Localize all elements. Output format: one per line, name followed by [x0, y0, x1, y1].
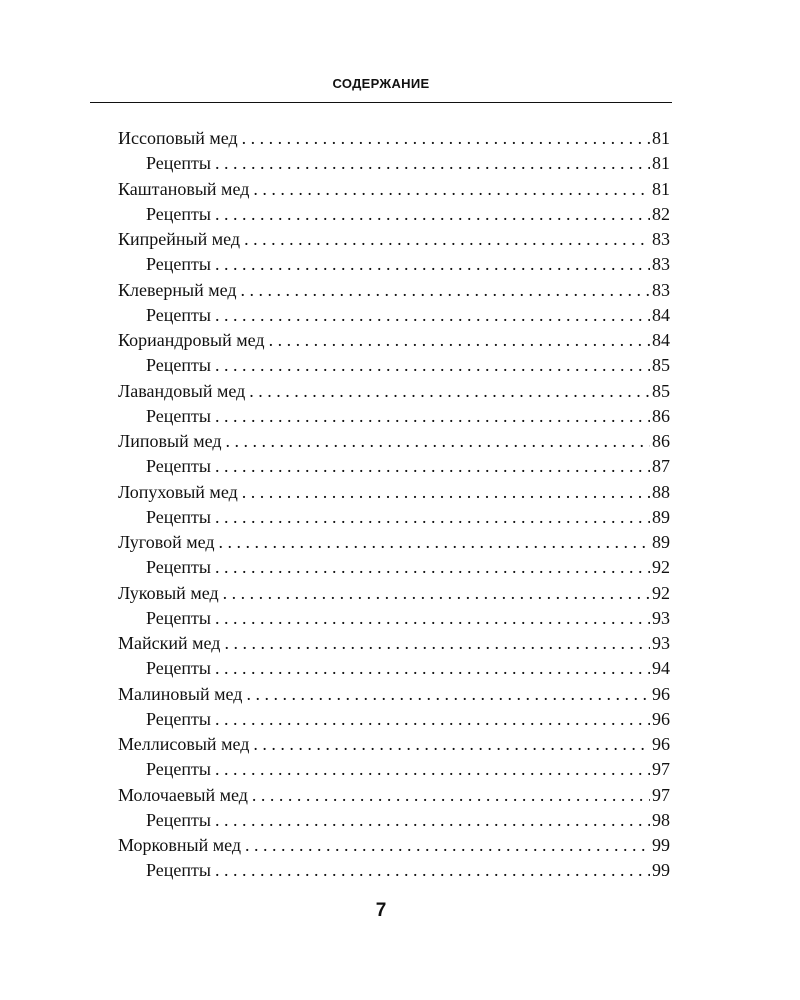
- toc-entry-page: 93: [652, 607, 670, 628]
- toc-entry-title: Рецепты: [146, 355, 211, 376]
- toc-subentry: [118, 656, 670, 681]
- toc-subentry: [118, 808, 670, 833]
- toc-entry-page: 85: [652, 380, 670, 401]
- header-divider: [90, 102, 672, 103]
- toc-leader-dots: [252, 783, 650, 808]
- toc-entry-page: 99: [652, 835, 670, 855]
- toc-leader-dots: [219, 530, 650, 555]
- toc-entry-title: Рецепты: [146, 557, 211, 578]
- toc-leader-dots: [253, 177, 650, 202]
- toc-entry: [118, 126, 670, 151]
- toc-entry: [118, 278, 670, 303]
- toc-subentry: [118, 555, 670, 580]
- toc-leader-dots: [249, 379, 650, 404]
- toc-entry-title: Рецепты: [146, 809, 211, 830]
- toc-entry: [118, 480, 670, 505]
- toc-entry-page: 87: [652, 456, 670, 477]
- toc-entry: [118, 379, 670, 404]
- toc-entry: [118, 530, 670, 555]
- toc-entry-title: Клеверный мед: [118, 279, 237, 300]
- table-of-contents: [118, 126, 670, 884]
- toc-entry-title: Рецепты: [146, 153, 211, 174]
- toc-leader-dots: [215, 202, 650, 227]
- page-header-title: СОДЕРЖАНИЕ: [332, 76, 430, 91]
- toc-entry-page: 92: [652, 582, 670, 603]
- toc-entry-page: 83: [652, 279, 670, 300]
- toc-entry-page: 86: [652, 431, 670, 451]
- toc-leader-dots: [215, 151, 650, 176]
- toc-subentry: [118, 353, 670, 378]
- toc-entry: [118, 732, 670, 757]
- toc-entry-page: 81: [652, 128, 670, 148]
- toc-leader-dots: [215, 303, 650, 328]
- toc-leader-dots: [223, 581, 650, 606]
- toc-entry-page: 99: [652, 860, 670, 881]
- toc-entry-title: Кориандровый мед: [118, 330, 265, 350]
- toc-subentry: [118, 757, 670, 782]
- toc-entry-title: Рецепты: [146, 860, 211, 881]
- toc-entry-page: 89: [652, 506, 670, 527]
- toc-subentry: [118, 707, 670, 732]
- toc-subentry: [118, 505, 670, 530]
- toc-entry-page: 96: [652, 734, 670, 754]
- toc-entry-title: Рецепты: [146, 304, 211, 325]
- toc-entry: [118, 581, 670, 606]
- toc-entry-title: Лавандовый мед: [118, 380, 246, 401]
- toc-leader-dots: [215, 606, 650, 631]
- toc-entry-page: 88: [652, 481, 670, 502]
- toc-entry-title: Иссоповый мед: [118, 128, 238, 148]
- toc-entry-title: Рецепты: [146, 203, 211, 224]
- toc-entry-page: 97: [652, 759, 670, 780]
- toc-entry: [118, 833, 670, 858]
- toc-subentry: [118, 404, 670, 429]
- toc-entry-page: 92: [652, 557, 670, 578]
- toc-entry-title: Рецепты: [146, 759, 211, 780]
- toc-entry-page: 84: [652, 330, 670, 350]
- toc-entry: [118, 783, 670, 808]
- toc-entry-page: 89: [652, 532, 670, 552]
- toc-entry-title: Лопуховый мед: [118, 481, 238, 502]
- toc-subentry: [118, 454, 670, 479]
- toc-subentry: [118, 202, 670, 227]
- toc-entry-page: 96: [652, 683, 670, 704]
- toc-entry-page: 86: [652, 405, 670, 426]
- toc-entry-title: Меллисовый мед: [118, 734, 250, 754]
- toc-entry: [118, 227, 670, 252]
- toc-entry-title: Малиновый мед: [118, 683, 243, 704]
- toc-entry-title: Рецепты: [146, 456, 211, 477]
- toc-leader-dots: [215, 808, 650, 833]
- toc-leader-dots: [245, 833, 650, 858]
- toc-leader-dots: [215, 404, 650, 429]
- toc-entry-title: Кипрейный мед: [118, 229, 241, 249]
- toc-entry-page: 84: [652, 304, 670, 325]
- toc-entry-page: 98: [652, 809, 670, 830]
- toc-entry: [118, 177, 670, 202]
- toc-leader-dots: [215, 353, 650, 378]
- toc-leader-dots: [242, 126, 650, 151]
- toc-entry-title: Рецепты: [146, 405, 211, 426]
- toc-entry-title: Майский мед: [118, 633, 221, 653]
- toc-subentry: [118, 252, 670, 277]
- toc-leader-dots: [244, 227, 650, 252]
- toc-entry: [118, 682, 670, 707]
- toc-leader-dots: [241, 278, 650, 303]
- toc-leader-dots: [246, 682, 650, 707]
- toc-leader-dots: [215, 656, 650, 681]
- toc-entry-page: 94: [652, 658, 670, 679]
- toc-entry-title: Липовый мед: [118, 431, 222, 451]
- toc-leader-dots: [215, 555, 650, 580]
- page-number: 7: [375, 900, 387, 921]
- toc-entry-title: Рецепты: [146, 254, 211, 275]
- toc-entry-page: 83: [652, 254, 670, 275]
- toc-entry-title: Луковый мед: [118, 582, 219, 603]
- toc-entry-page: 93: [652, 633, 670, 653]
- toc-leader-dots: [215, 757, 650, 782]
- toc-subentry: [118, 303, 670, 328]
- toc-entry-title: Рецепты: [146, 658, 211, 679]
- toc-entry: [118, 328, 670, 353]
- toc-leader-dots: [253, 732, 650, 757]
- toc-entry-page: 85: [652, 355, 670, 376]
- toc-entry-page: 83: [652, 229, 670, 249]
- toc-entry-page: 96: [652, 708, 670, 729]
- toc-leader-dots: [215, 454, 650, 479]
- toc-leader-dots: [224, 631, 650, 656]
- toc-leader-dots: [215, 505, 650, 530]
- toc-leader-dots: [226, 429, 651, 454]
- toc-entry-title: Рецепты: [146, 506, 211, 527]
- toc-entry-page: 81: [652, 153, 670, 174]
- toc-entry-page: 82: [652, 203, 670, 224]
- toc-entry-title: Молочаевый мед: [118, 784, 248, 805]
- toc-subentry: [118, 606, 670, 631]
- toc-entry-page: 97: [652, 784, 670, 805]
- toc-entry-title: Морковный мед: [118, 835, 242, 855]
- toc-subentry: [118, 151, 670, 176]
- toc-subentry: [118, 858, 670, 883]
- toc-leader-dots: [215, 858, 650, 883]
- toc-entry-title: Рецепты: [146, 607, 211, 628]
- toc-entry: [118, 631, 670, 656]
- toc-entry-title: Луговой мед: [118, 532, 215, 552]
- toc-entry-title: Каштановый мед: [118, 178, 250, 199]
- toc-leader-dots: [215, 252, 650, 277]
- toc-leader-dots: [215, 707, 650, 732]
- toc-entry-page: 81: [652, 178, 670, 199]
- toc-leader-dots: [269, 328, 650, 353]
- toc-entry: [118, 429, 670, 454]
- toc-entry-title: Рецепты: [146, 708, 211, 729]
- toc-leader-dots: [242, 480, 650, 505]
